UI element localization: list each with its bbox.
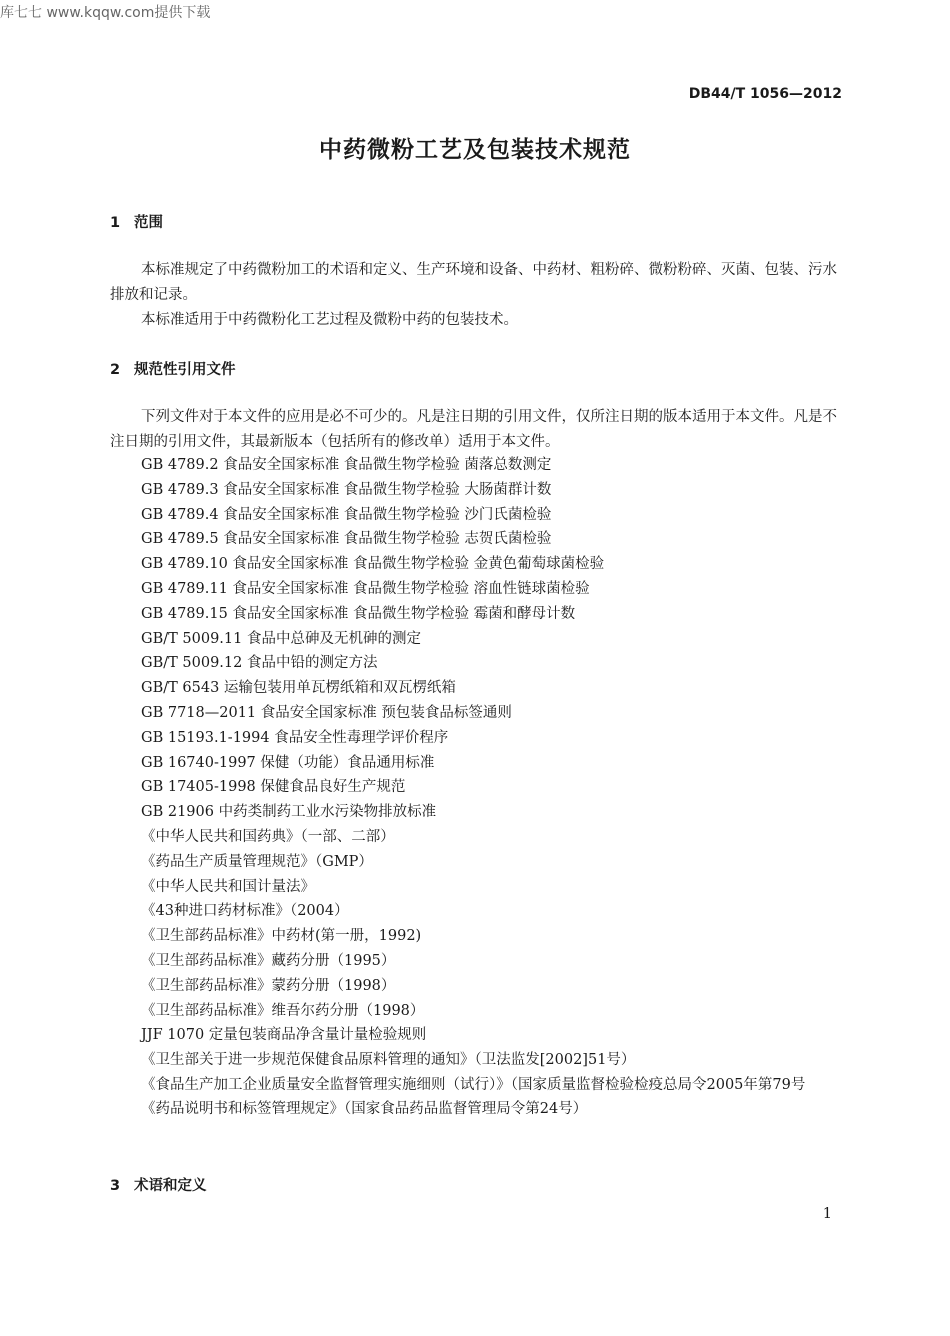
page-number: 1 bbox=[822, 1206, 832, 1222]
reference-item: 《卫生部关于进一步规范保健食品原料管理的通知》（卫法监发[2002]51号） bbox=[141, 1052, 636, 1069]
section-1-paragraph-2: 本标准适用于中药微粉化工艺过程及微粉中药的包装技术。 bbox=[141, 312, 518, 328]
reference-item: GB 17405-1998 保健食品良好生产规范 bbox=[141, 779, 406, 796]
page-title: 中药微粉工艺及包装技术规范 bbox=[319, 137, 631, 163]
reference-item: GB 21906 中药类制药工业水污染物排放标准 bbox=[141, 804, 437, 821]
reference-item: 《43种进口药材标准》（2004） bbox=[141, 903, 349, 920]
reference-item: 《卫生部药品标准》中药材(第一册，1992) bbox=[141, 928, 422, 945]
section-3-heading bbox=[110, 1174, 207, 1195]
section-1-heading bbox=[110, 211, 163, 232]
reference-item: GB/T 5009.11 食品中总砷及无机砷的测定 bbox=[141, 630, 421, 647]
reference-item: GB 4789.11 食品安全国家标准 食品微生物学检验 溶血性链球菌检验 bbox=[141, 580, 590, 597]
reference-item: GB 4789.5 食品安全国家标准 食品微生物学检验 志贺氏菌检验 bbox=[141, 531, 552, 548]
reference-item: 《中华人民共和国药典》（一部、二部） bbox=[141, 828, 395, 845]
reference-item: 《药品说明书和标签管理规定》（国家食品药品监督管理局令第24号） bbox=[141, 1100, 588, 1117]
section-title: 范围 bbox=[134, 215, 163, 231]
reference-item: 《食品生产加工企业质量安全监督管理实施细则（试行）》（国家质量监督检验检疫总局令2005年第79号 bbox=[141, 1076, 806, 1093]
section-1-paragraph-1: 本标准规定了中药微粉加工的术语和定义、生产环境和设备、中药材、粗粉碎、微粉粉碎、灭菌、包装、污水排放和记录。 bbox=[110, 262, 837, 303]
reference-item: GB 4789.4 食品安全国家标准 食品微生物学检验 沙门氏菌检验 bbox=[141, 506, 552, 523]
reference-item: GB 7718—2011 食品安全国家标准 预包装食品标签通则 bbox=[141, 704, 512, 721]
reference-item: GB 4789.3 食品安全国家标准 食品微生物学检验 大肠菌群计数 bbox=[141, 481, 552, 498]
section-2-paragraph-1: 下列文件对于本文件的应用是必不可少的。凡是注日期的引用文件，仅所注日期的版本适用于本文件。凡是不注日期的引用文件，其最新版本（包括所有的修改单）适用于本文件。 bbox=[110, 409, 837, 450]
reference-item: GB 4789.2 食品安全国家标准 食品微生物学检验 菌落总数测定 bbox=[141, 457, 552, 473]
reference-item: GB/T 6543 运输包装用单瓦楞纸箱和双瓦楞纸箱 bbox=[141, 680, 456, 697]
reference-item: JJF 1070 定量包装商品净含量计量检验规则 bbox=[141, 1027, 427, 1044]
document-number: DB44/T 1056—2012 bbox=[688, 86, 842, 102]
reference-item: GB 4789.10 食品安全国家标准 食品微生物学检验 金黄色葡萄球菌检验 bbox=[141, 556, 605, 573]
reference-item: GB 15193.1-1994 食品安全性毒理学评价程序 bbox=[141, 729, 449, 746]
reference-item: GB 16740-1997 保健（功能）食品通用标准 bbox=[141, 754, 435, 771]
reference-item: GB 4789.15 食品安全国家标准 食品微生物学检验 霉菌和酵母计数 bbox=[141, 605, 576, 622]
section-number: 3 bbox=[110, 1178, 121, 1194]
reference-item: GB/T 5009.12 食品中铅的测定方法 bbox=[141, 655, 378, 672]
section-2-heading bbox=[110, 358, 236, 379]
watermark-text: 库七七 www.kqqw.com提供下载 bbox=[0, 5, 211, 21]
section-number: 2 bbox=[110, 362, 121, 378]
reference-list bbox=[110, 453, 850, 1122]
section-title: 规范性引用文件 bbox=[134, 362, 236, 378]
reference-item: 《卫生部药品标准》藏药分册（1995） bbox=[141, 952, 396, 969]
section-title: 术语和定义 bbox=[134, 1178, 207, 1194]
reference-item: 《中华人民共和国计量法》 bbox=[141, 878, 315, 895]
reference-item: 《卫生部药品标准》维吾尔药分册（1998） bbox=[141, 1002, 425, 1019]
reference-item: 《药品生产质量管理规范》（GMP） bbox=[141, 853, 373, 870]
section-number: 1 bbox=[110, 215, 121, 231]
reference-item: 《卫生部药品标准》蒙药分册（1998） bbox=[141, 977, 396, 994]
